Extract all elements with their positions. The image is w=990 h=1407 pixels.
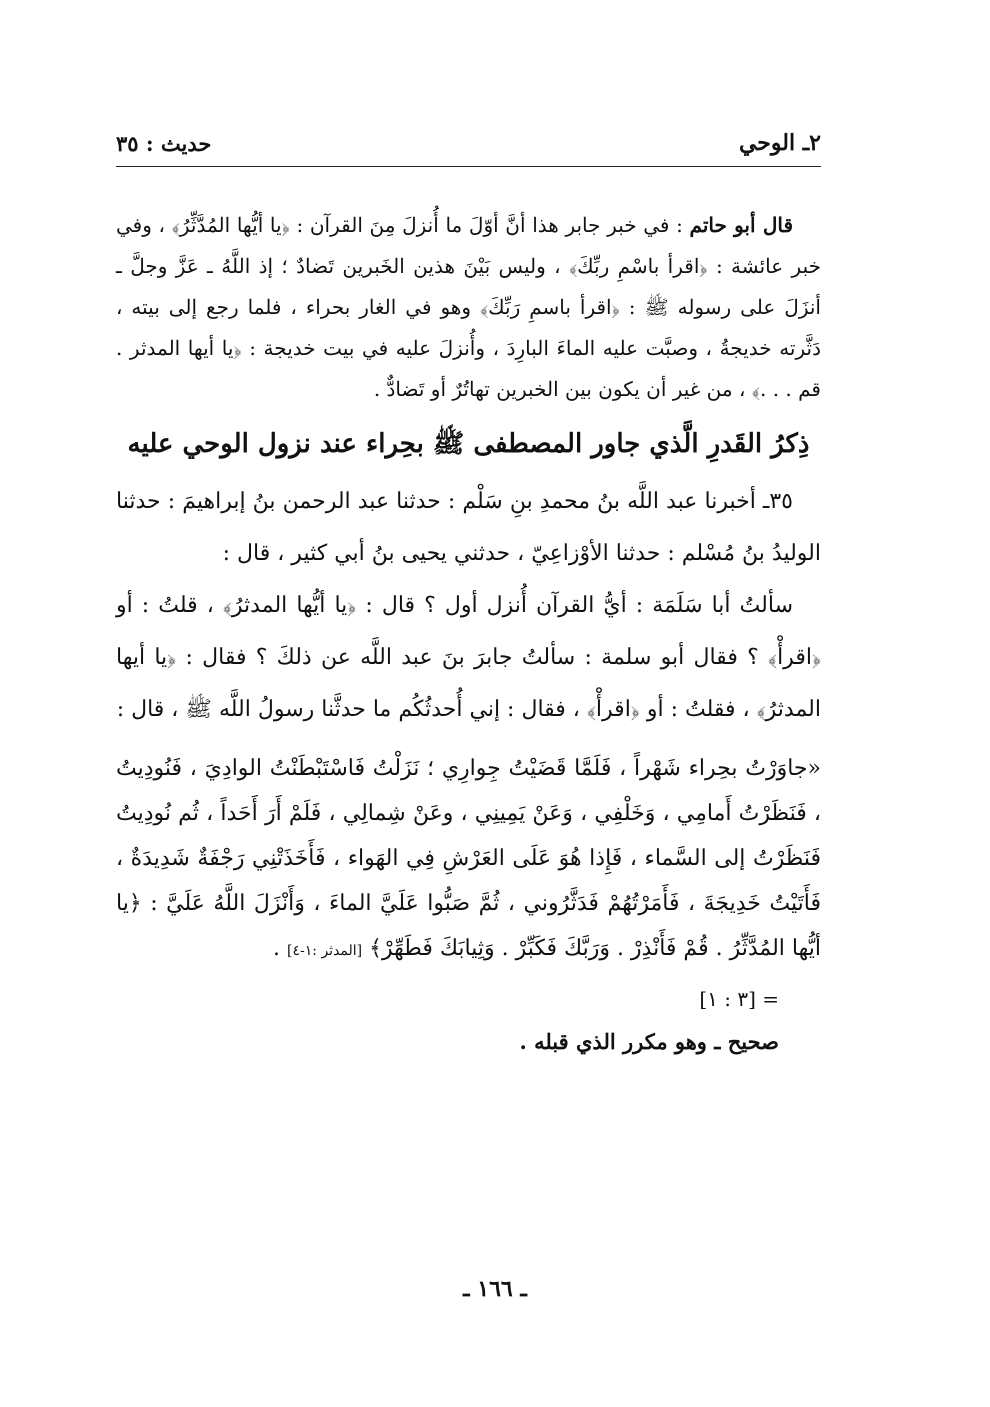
cross-reference: = [٣ : ١] [699, 987, 779, 1011]
commentary-author: قال أبو حاتم [689, 213, 793, 237]
hadith-block [116, 476, 821, 1064]
page-number: ـ ١٦٦ ـ [463, 1276, 527, 1302]
hadith-matn [116, 746, 821, 974]
hadith-exchange: سألتُ أبا سَلَمَة : أيُّ القرآن أُنزل أول ؟ قال : ﴿يا أيُّها المدثرُ﴾ ، قلتُ : أو ﴿اقرأْ﴾ ؟ فقال أبو سلمة : سألتُ جابرَ بنَ عبد اللَّه عن ذلكَ ؟ فقال : ﴿يا أيها المدثرُ﴾ ، فقلتُ : أو ﴿اقرأْ﴾ ، فقال : إني أُحدثُكُم ما حدثَّنا رسولُ اللَّه ﷺ ، قال : [116, 593, 821, 722]
running-header [116, 125, 821, 161]
commentary-text: : في خبر جابر هذا أنَّ أوّلَ ما أُنزلَ مِنَ القرآن : ﴿يا أيُّها المُدَّثِّرُ﴾ ، وفي خبر عائشة : ﴿اقرأ باسْمِ ربِّكَ﴾ ، وليس بَيْنَ هذين الخَبرين تَضادٌ ؛ إذ اللَّهُ ـ عَزَّ وجلَّ ـ أنزَلَ على رسوله ﷺ : ﴿اقرأ باسمِ رَبِّكَ﴾ وهو في الغار بحراء ، فلما رجع إلى بيته ، دَثَّرته خديجةُ ، وصبَّت عليه الماءَ البارِدَ ، وأُنزلَ عليه في بيت خديجة : ﴿يا أيها المدثر . قم . . .﴾ ، من غير أن يكون بين الخبرين تهاتُرٌ أو تَضادٌّ . [116, 213, 821, 401]
section-heading: ذِكرُ القَدرِ الَّذي جاور المصطفى ﷺ بحِراء عند نزول الوحي عليه [127, 429, 810, 459]
commentary-paragraph [116, 205, 821, 410]
page-body [116, 205, 821, 1064]
hadith-number-header: حديث : ٣٥ [116, 130, 212, 156]
hadith-matn-text: «جاوَرْتُ بحِراء شَهْراً ، فَلَمَّا قَضَيْتُ جِوارِي ؛ نَزَلْتُ فَاسْتَبْطَنْتُ الوادِيَ ، فَنُودِيتُ ، فَنَظَرْتُ أَمامِي ، وَخَلْفِي ، وَعَنْ يَمِينِي ، وعَنْ شِمالِي ، فَلَمْ أَرَ أَحَداً ، ثُم نُودِيتُ فَنَظَرْتُ إلى السَّماء ، فَإِذا هُوَ عَلَى العَرْشِ فِي الهَواء ، فَأَخَذَتْنِي رَجْفَةٌ شَدِيدَةٌ ، فَأَتَيْتُ خَدِيجَةَ ، فَأَمَرْتُهُمْ فَدَثَّرُوني ، ثُمَّ صَبُّوا عَلَيَّ الماءَ ، وَأَنْزَلَ اللَّهُ عَلَيَّ : ﴿يا أيُّها المُدَّثِّرُ . قُمْ فَأَنْذِرْ . وَرَبَّكَ فَكَبِّرْ . وَثِيابَكَ فَطَهِّرْ﴾ [116, 756, 821, 961]
chapter-title: ٢ـ الوحي [738, 130, 821, 156]
hadith-isnad: ٣٥ـ أخبرنا عبد اللَّه بنُ محمدِ بنِ سَلْم : حدثنا عبد الرحمن بنُ إبراهيمَ : حدثنا الوليدُ بنُ مُسْلم : حدثنا الأوْزاعِيّ ، حدثني يحيى بنُ أبي كثير ، قال : [116, 489, 821, 566]
matn-end: . [273, 936, 288, 961]
hadith-grade: صحيح ـ وهو مكرر الذي قبله . [519, 1029, 779, 1054]
quran-reference: [المدثر :١-٤] [287, 943, 363, 959]
header-divider [116, 166, 821, 167]
